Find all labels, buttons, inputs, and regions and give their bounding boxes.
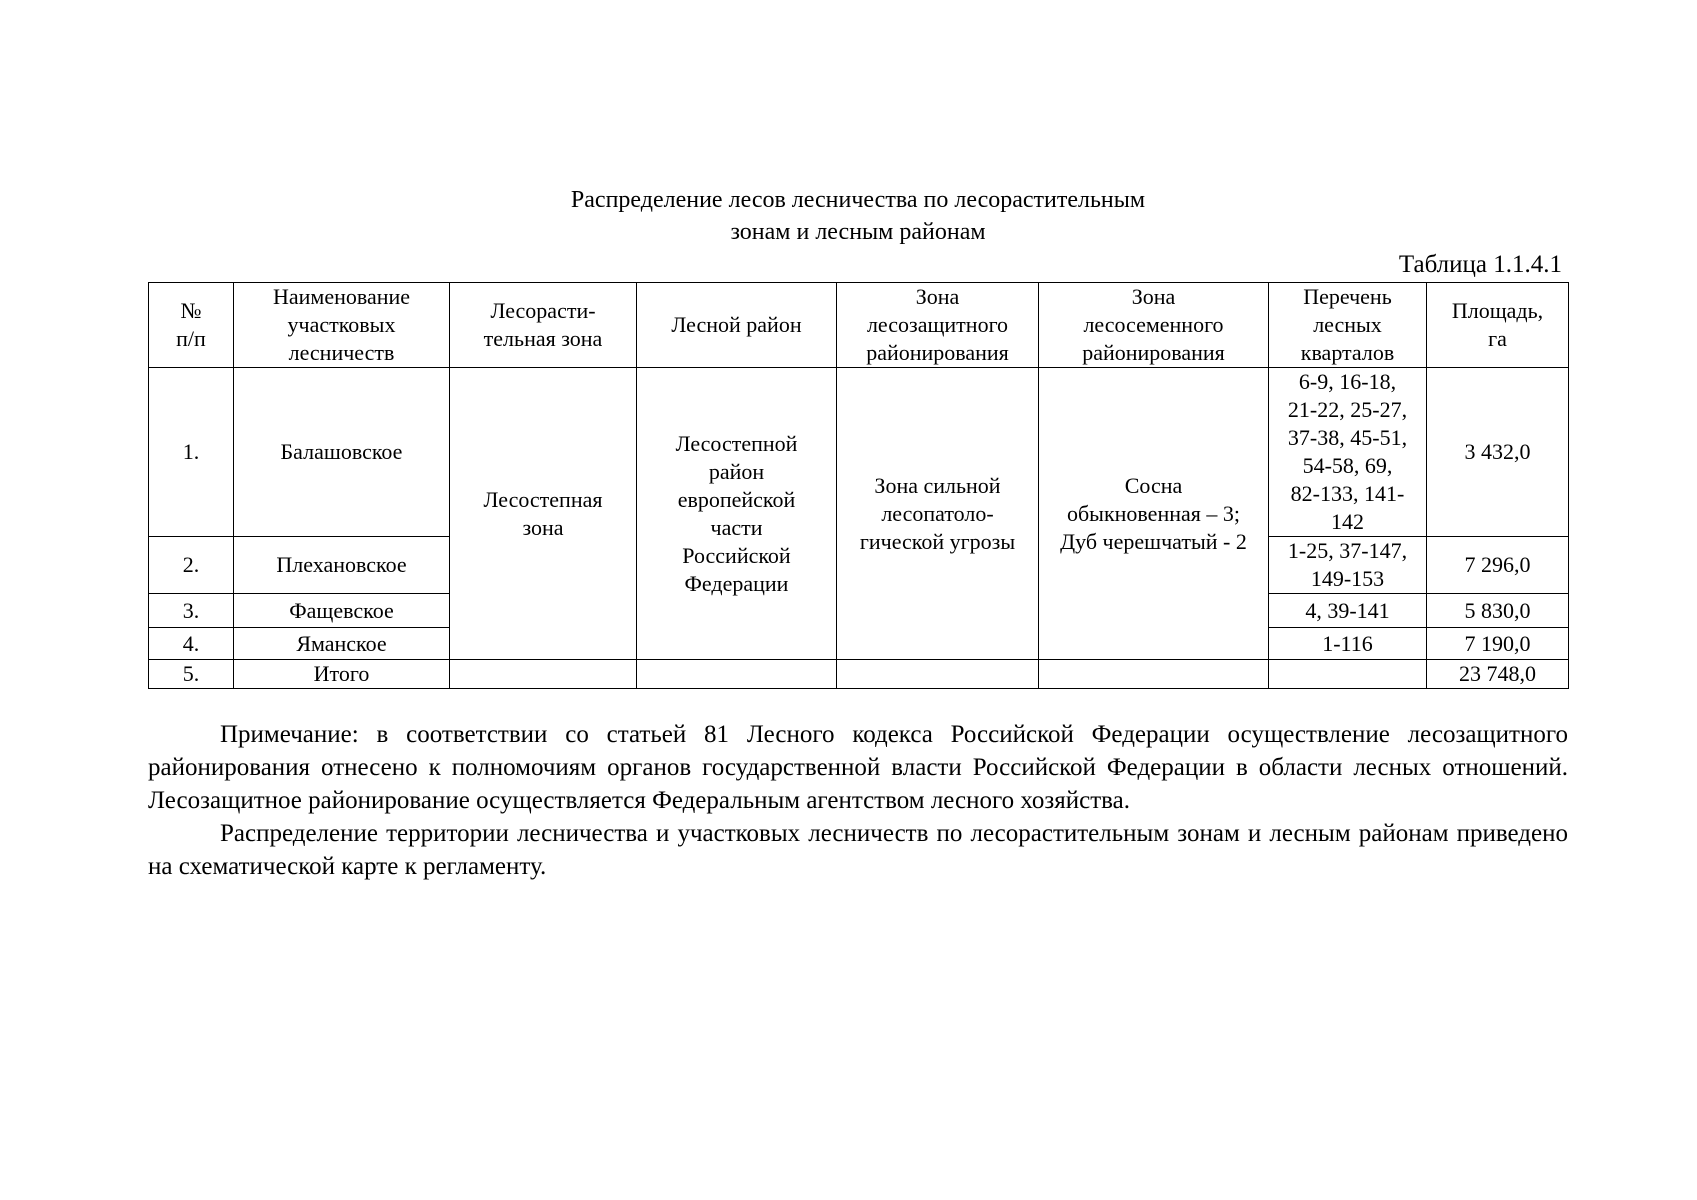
empty-cell [1039,660,1269,689]
header-protection-zoning: Зона лесозащитного районирования [837,283,1039,368]
table-number: Таблица 1.1.4.1 [1398,251,1562,278]
header-area: Площадь, га [1427,283,1569,368]
seed-zoning-cell: Сосна обыкновенная – 3; Дуб черешчатый - 2 [1039,368,1269,660]
subforestry-name: Яманское [234,628,450,660]
forest-distribution-table [148,282,1569,689]
table-total-row [149,660,1569,689]
vegetation-zone-cell: Лесостепная зона [450,368,637,660]
area-cell: 5 830,0 [1427,594,1569,628]
total-area-cell: 23 748,0 [1427,660,1569,689]
header-quarters-list: Перечень лесных кварталов [1269,283,1427,368]
note-paragraph: Примечание: в соответствии со статьей 81 Лесного кодекса Российской Федерации осуществление лесозащитного районирования отнесено к полномочиям органов государственной власти Российской Федерации в области лесных отношений. Лесозащитное районирование осуществляется Федеральным агентством лесного хозяйства. [148,721,1568,814]
table-header-row [149,283,1569,368]
empty-cell [450,660,637,689]
empty-cell [837,660,1039,689]
note-paragraph: Распределение территории лесничества и участковых лесничеств по лесорастительным зонам и лесным районам приведено на схематической карте к регламенту. [148,820,1568,880]
header-number: № п/п [149,283,234,368]
quarters-cell: 4, 39-141 [1269,594,1427,628]
header-seed-zoning: Зона лесосеменного районирования [1039,283,1269,368]
empty-cell [637,660,837,689]
area-cell: 7 190,0 [1427,628,1569,660]
header-forest-district: Лесной район [637,283,837,368]
forest-district-cell: Лесостепной район европейской части Российской Федерации [637,368,837,660]
quarters-cell: 1-116 [1269,628,1427,660]
empty-cell [1269,660,1427,689]
document-title [148,184,1568,248]
row-number: 1. [149,368,234,537]
table-row [149,368,1569,537]
subforestry-name: Балашовское [234,368,450,537]
area-cell: 3 432,0 [1427,368,1569,537]
title-line-1: Распределение лесов лесничества по лесорастительным [570,187,1146,213]
total-label: Итого [234,660,450,689]
row-number: 2. [149,537,234,594]
header-subforestry-name: Наименование участковых лесничеств [234,283,450,368]
row-number: 5. [149,660,234,689]
header-vegetation-zone: Лесорасти- тельная зона [450,283,637,368]
notes-section [148,718,1568,883]
quarters-cell: 6-9, 16-18, 21-22, 25-27, 37-38, 45-51, 54-58, 69, 82-133, 141- 142 [1269,368,1427,537]
quarters-cell: 1-25, 37-147, 149-153 [1269,537,1427,594]
row-number: 3. [149,594,234,628]
area-cell: 7 296,0 [1427,537,1569,594]
protection-zoning-cell: Зона сильной лесопатоло- гической угрозы [837,368,1039,660]
row-number: 4. [149,628,234,660]
subforestry-name: Плехановское [234,537,450,594]
subforestry-name: Фащевское [234,594,450,628]
title-line-2: зонам и лесным районам [730,219,986,245]
